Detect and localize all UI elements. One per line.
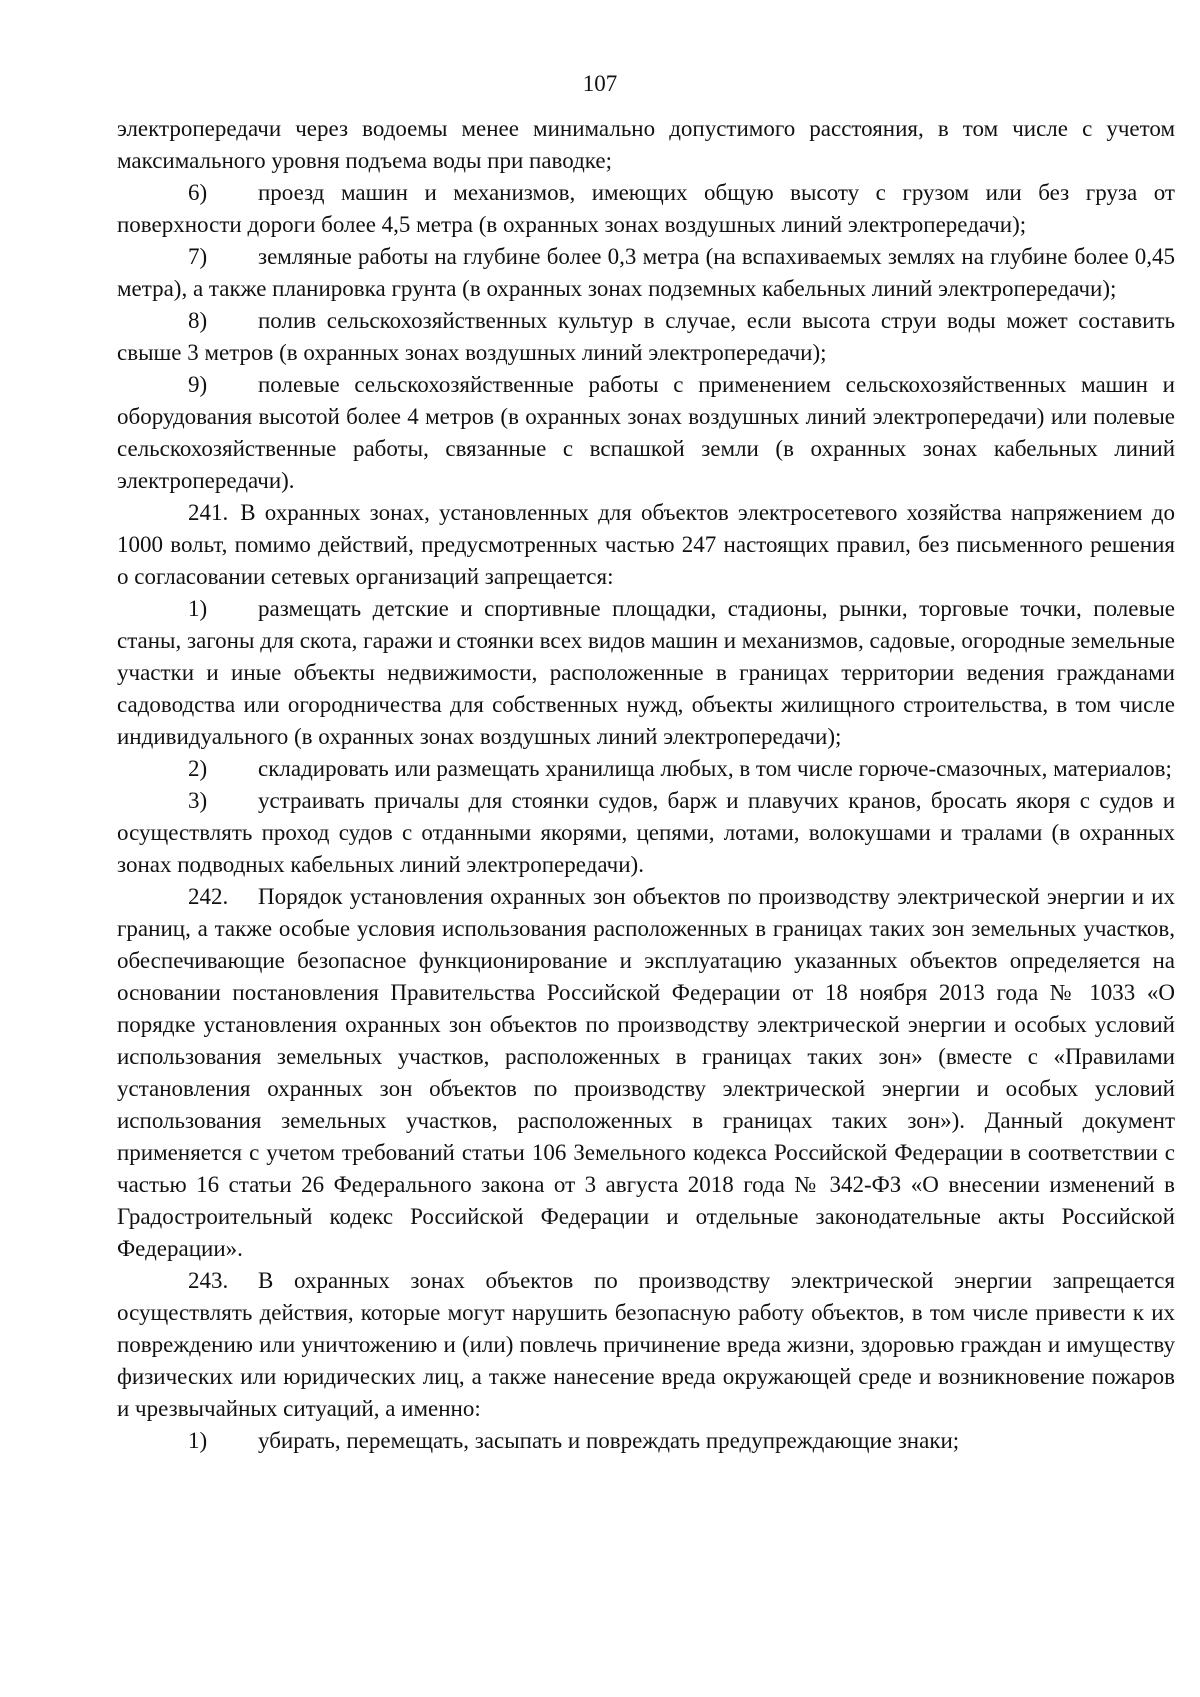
section-number: 243. [188,1268,229,1293]
paragraph-text: убирать, перемещать, засыпать и повреждать предупреждающие знаки; [258,1428,960,1453]
item-number: 3) [188,788,208,813]
list-item [117,593,1175,753]
page-number: 107 [582,71,618,96]
item-number: 9) [188,372,208,397]
paragraph-text: В охранных зонах объектов по производству электрической энергии запрещается осуществлять действия, которые могут нарушить безопасную работу объектов, в том числе привести к их повреждению или уничтожению и (или) повлечь причинение вреда жизни, здоровью граждан и имуществу физических или юридических лиц, а также нанесение вреда окружающей среде и возникновение пожаров и чрезвычайных ситуаций, а именно: [117,1268,1175,1421]
item-number: 8) [188,308,208,333]
list-item [117,241,1175,305]
item-number: 7) [188,244,208,269]
paragraph-continuation [117,113,1175,177]
section-number: 241. [188,500,229,525]
list-item [117,369,1175,497]
paragraph-text: полевые сельскохозяйственные работы с применением сельскохозяйственных машин и оборудования высотой более 4 метров (в охранных зонах воздушных линий электропередачи) или полевые сельскохозяйственные работы, связанные с вспашкой земли (в охранных зонах кабельных линий электропередачи). [117,372,1175,493]
paragraph-text: В охранных зонах, установленных для объектов электросетевого хозяйства напряжением до 1000 вольт, помимо действий, предусмотренных частью 247 настоящих правил, без письменного решения о согласовании сетевых организаций запрещается: [117,500,1175,589]
paragraph-text: земляные работы на глубине более 0,3 метра (на вспахиваемых землях на глубине более 0,45 метра), а также планировка грунта (в охранных зонах подземных кабельных линий электропередачи); [117,244,1175,301]
section-paragraph [117,881,1175,1265]
paragraph-text: электропередачи через водоемы менее минимально допустимого расстояния, в том числе с учетом максимального уровня подъема воды при паводке; [117,116,1175,173]
list-item [117,785,1175,881]
list-item [117,1425,1175,1457]
list-item [117,177,1175,241]
paragraph-text: полив сельскохозяйственных культур в случае, если высота струи воды может составить свыше 3 метров (в охранных зонах воздушных линий электропередачи); [117,308,1175,365]
paragraph-text: складировать или размещать хранилища любых, в том числе горюче-смазочных, материалов; [258,756,1172,781]
item-number: 2) [188,756,208,781]
list-item [117,753,1175,785]
list-item [117,305,1175,369]
item-number: 1) [188,1428,208,1453]
document-body [117,113,1175,1457]
item-number: 6) [188,180,208,205]
paragraph-text: устраивать причалы для стоянки судов, барж и плавучих кранов, бросать якоря с судов и осуществлять проход судов с отданными якорями, цепями, лотами, волокушами и тралами (в охранных зонах подводных кабельных линий электропередачи). [117,788,1175,877]
paragraph-text: проезд машин и механизмов, имеющих общую высоту с грузом или без груза от поверхности дороги более 4,5 метра (в охранных зонах воздушных линий электропередачи); [117,180,1175,237]
section-paragraph [117,1265,1175,1425]
item-number: 1) [188,596,208,621]
section-number: 242. [188,884,229,909]
section-paragraph [117,497,1175,593]
paragraph-text: размещать детские и спортивные площадки, стадионы, рынки, торговые точки, полевые станы, загоны для скота, гаражи и стоянки всех видов машин и механизмов, садовые, огородные земельные участки и иные объекты недвижимости, расположенные в границах территории ведения гражданами садоводства или огородничества для собственных нужд, объекты жилищного строительства, в том числе индивидуального (в охранных зонах воздушных линий электропередачи); [117,596,1175,749]
paragraph-text: Порядок установления охранных зон объектов по производству электрической энергии и их границ, а также особые условия использования расположенных в границах таких зон земельных участков, обеспечивающие безопасное функционирование и эксплуатацию указанных объектов определяется на основании постановления Правительства Российской Федерации от 18 ноября 2013 года № 1033 «О порядке установления охранных зон объектов по производству электрической энергии и особых условий использования земельных участков, расположенных в границах таких зон» (вместе с «Правилами установления охранных зон объектов по производству электрической энергии и особых условий использования земельных участков, расположенных в границах таких зон»). Данный документ применяется с учетом требований статьи 106 Земельного кодекса Российской Федерации в соответствии с частью 16 статьи 26 Федерального закона от 3 августа 2018 года № 342-ФЗ «О внесении изменений в Градостроительный кодекс Российской Федерации и отдельные законодательные акты Российской Федерации». [117,884,1175,1261]
